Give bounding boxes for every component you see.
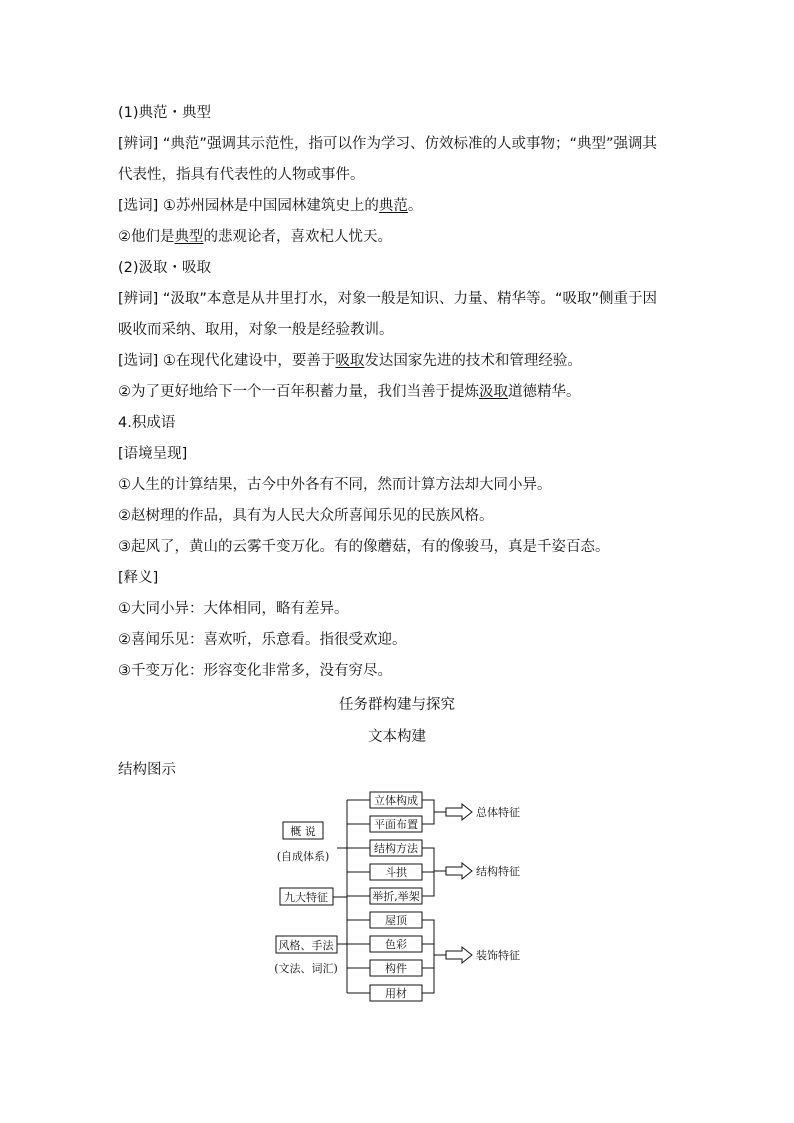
meaning-label: [释义]	[118, 570, 159, 586]
item-box	[370, 960, 422, 976]
arrow-icon	[446, 863, 472, 879]
overview-label: 概 说	[290, 825, 316, 838]
item-box	[370, 864, 422, 880]
item-box	[370, 816, 422, 832]
left-box	[283, 822, 323, 839]
bianci-line: 吸收而采纳、取用，对象一般是经验教训。	[118, 322, 394, 338]
context-sentence: ③起风了，黄山的云雾千变万化。有的像蘑菇，有的像骏马，真是千姿百态。	[118, 539, 610, 555]
item-label: 举折,举架	[372, 890, 420, 903]
section-heading-3: 4.积成语	[118, 415, 176, 431]
nine-features-label: 九大特征	[284, 891, 328, 904]
text: ②为了更好地给下一个一百年积蓄力量，我们当善于提炼	[118, 384, 479, 400]
task-title: 任务群构建与探究	[339, 697, 455, 713]
xuanci-line	[118, 196, 422, 216]
meaning-line: ②喜闻乐见：喜欢听，乐意看。指很受欢迎。	[118, 632, 407, 648]
underlined-word: 吸取	[335, 353, 365, 369]
item-box	[370, 912, 422, 928]
item-label: 斗拱	[385, 866, 407, 879]
meaning-line: ①大同小异：大体相同，略有差异。	[118, 601, 349, 617]
text: 的悲观论者，喜欢杞人忧天。	[203, 229, 392, 245]
context-label: [语境呈现]	[118, 446, 188, 462]
overview-sub: (自成体系)	[276, 850, 330, 863]
xuanci-line	[118, 227, 392, 247]
text: 发达国家先进的技术和管理经验。	[364, 353, 582, 369]
item-box	[370, 985, 422, 1001]
item-box	[370, 792, 422, 808]
left-box	[276, 936, 337, 953]
item-label: 构件	[385, 962, 407, 975]
meaning-line: ③千变万化：形容变化非常多，没有穷尽。	[118, 663, 392, 679]
style-label: 风格、手法	[278, 939, 334, 952]
item-box	[370, 840, 422, 856]
text: [选词] ①在现代化建设中，要善于	[118, 353, 336, 369]
item-label: 平面布置	[374, 818, 418, 831]
item-label: 用材	[385, 987, 407, 1000]
arrow-icon	[446, 804, 472, 820]
underlined-word: 典型	[174, 229, 204, 245]
bianci-line: [辨词] “汲取”本意是从井里打水，对象一般是知识、力量、精华等。“吸取”侧重于因	[118, 291, 657, 307]
arrow-icon	[446, 947, 472, 963]
bianci-line: 代表性，指具有代表性的人物或事件。	[118, 167, 365, 183]
xuanci-line	[118, 382, 581, 402]
item-label: 结构方法	[374, 842, 418, 855]
group-label: 装饰特征	[476, 949, 520, 962]
left-box	[280, 888, 333, 905]
text-title: 文本构建	[368, 729, 426, 745]
section-heading-2: (2)汲取・吸取	[118, 260, 212, 276]
section-heading-1: (1)典范・典型	[118, 105, 212, 121]
item-box	[370, 936, 422, 952]
group-label: 结构特征	[476, 865, 520, 878]
xuanci-line	[118, 351, 582, 371]
text: 。	[407, 198, 423, 214]
text: 道德精华。	[508, 384, 581, 400]
item-label: 立体构成	[374, 794, 418, 807]
structure-label: 结构图示	[118, 762, 176, 778]
item-label: 色彩	[385, 938, 407, 951]
underlined-word: 典范	[378, 198, 408, 214]
item-label: 屋顶	[385, 914, 407, 927]
underlined-word: 汲取	[479, 384, 508, 400]
text: [选词] ①苏州园林是中国园林建筑史上的	[118, 198, 379, 214]
text: ②他们是	[118, 229, 175, 245]
bianci-line: [辨词] “典范”强调其示范性，指可以作为学习、仿效标准的人或事物；“典型”强调其	[118, 136, 657, 152]
context-sentence: ②赵树理的作品，具有为人民大众所喜闻乐见的民族风格。	[118, 508, 494, 524]
style-sub: (文法、词汇)	[274, 962, 338, 975]
context-sentence: ①人生的计算结果，古今中外各有不同，然而计算方法却大同小异。	[118, 477, 552, 493]
group-label: 总体特征	[476, 806, 520, 819]
item-box	[370, 888, 422, 904]
